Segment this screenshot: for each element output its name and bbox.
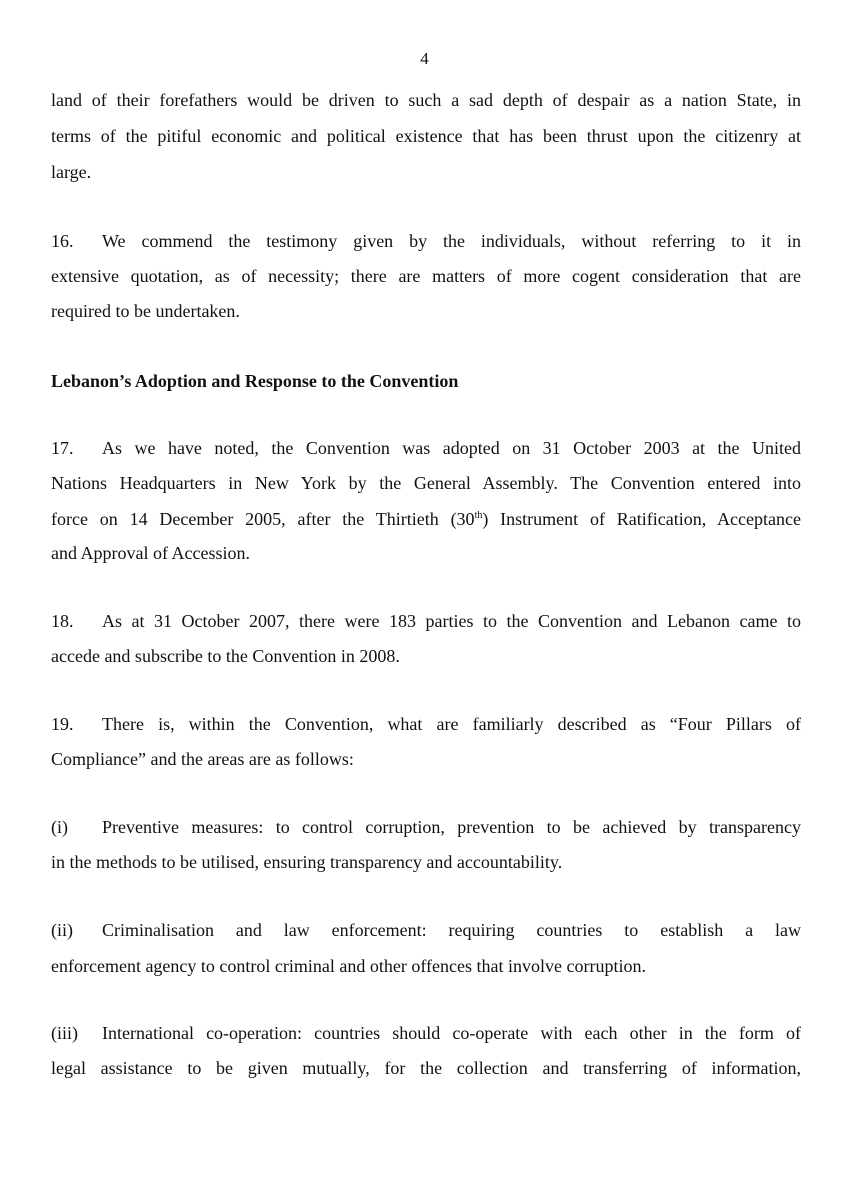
- item-text: Preventive measures: to control corruption, prevention to be achieved by transparency: [102, 817, 801, 837]
- text-line: land of their forefathers would be driven to such a sad depth of despair as a nation State, in: [51, 90, 801, 110]
- text-line: Nations Headquarters in New York by the General Assembly. The Convention entered into: [51, 473, 801, 493]
- paragraph-number: 19.: [51, 714, 74, 734]
- paragraph-text: As we have noted, the Convention was adopted on 31 October 2003 at the United: [102, 438, 801, 458]
- text-line: extensive quotation, as of necessity; there are matters of more cogent consideration that are: [51, 266, 801, 286]
- text-line: [51, 229, 801, 253]
- paragraph-number: 16.: [51, 231, 74, 251]
- ordinal-superscript: th: [474, 510, 483, 521]
- item-text: Criminalisation and law enforcement: requiring countries to establish a law: [102, 920, 801, 940]
- paragraph-text: As at 31 October 2007, there were 183 parties to the Convention and Lebanon came to: [102, 611, 801, 631]
- text-segment: ) Instrument of Ratification, Acceptance: [482, 509, 801, 529]
- paragraph-number: 17.: [51, 438, 74, 458]
- text-line: enforcement agency to control criminal and other offences that involve corruption.: [51, 956, 646, 976]
- paragraph-text: We commend the testimony given by the individuals, without referring to it in: [102, 231, 801, 251]
- text-line: terms of the pitiful economic and political existence that has been thrust upon the citizenry at: [51, 126, 801, 146]
- text-line: [51, 609, 801, 633]
- text-line: Compliance” and the areas are as follows:: [51, 749, 354, 769]
- text-line: legal assistance to be given mutually, for the collection and transferring of information,: [51, 1058, 801, 1078]
- text-line: and Approval of Accession.: [51, 543, 250, 563]
- text-line: large.: [51, 162, 92, 182]
- text-line: [51, 712, 801, 736]
- item-text: International co-operation: countries should co-operate with each other in the form of: [102, 1023, 801, 1043]
- text-line: in the methods to be utilised, ensuring transparency and accountability.: [51, 852, 563, 872]
- text-line: required to be undertaken.: [51, 301, 240, 321]
- page-number: 4: [420, 49, 429, 68]
- text-line: [51, 436, 801, 460]
- text-line: [51, 1021, 801, 1045]
- paragraph-text: There is, within the Convention, what are familiarly described as “Four Pillars of: [102, 714, 801, 734]
- section-heading: Lebanon’s Adoption and Response to the Convention: [51, 371, 459, 391]
- paragraph-number: 18.: [51, 611, 74, 631]
- item-number: (ii): [51, 920, 73, 940]
- text-segment: force on 14 December 2005, after the Thirtieth (30: [51, 509, 475, 529]
- text-line: accede and subscribe to the Convention in 2008.: [51, 646, 400, 666]
- text-line: [51, 507, 801, 531]
- text-line: [51, 918, 801, 942]
- item-number: (i): [51, 817, 68, 837]
- item-number: (iii): [51, 1023, 78, 1043]
- text-line: [51, 815, 801, 839]
